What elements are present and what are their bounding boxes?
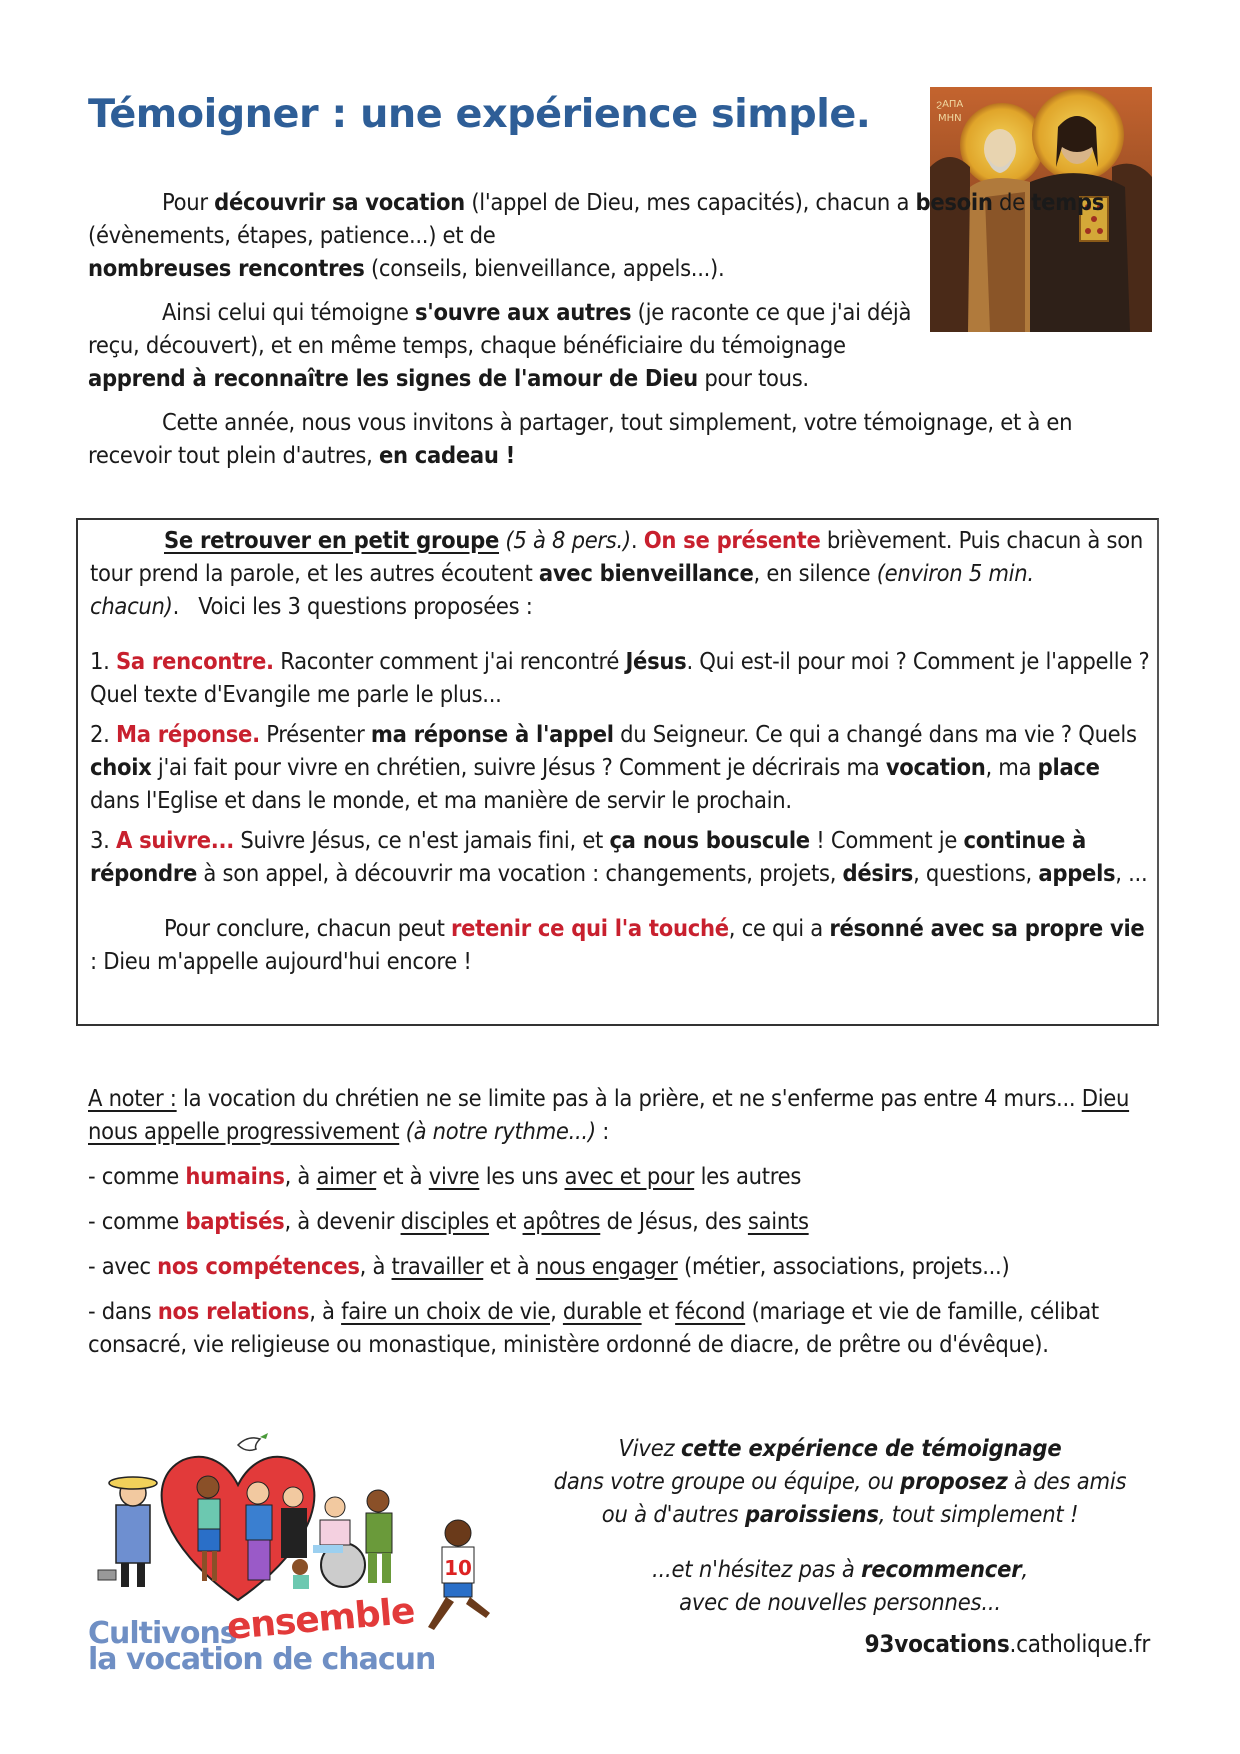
emphasis: choix bbox=[90, 753, 152, 781]
emphasis: s'ouvre aux autres bbox=[415, 298, 632, 326]
text: disciples bbox=[400, 1207, 490, 1235]
emphasis: en cadeau ! bbox=[378, 441, 515, 469]
highlight: retenir ce qui l'a touché bbox=[450, 914, 729, 942]
emphasis: désirs bbox=[842, 859, 914, 887]
text: : bbox=[595, 1117, 610, 1145]
text: à son appel, à découvrir ma vocation : changements, projets, bbox=[197, 859, 843, 887]
text: de bbox=[992, 188, 1032, 216]
website-domain-rest: .catholique.fr bbox=[1009, 1630, 1150, 1658]
text: la vocation du chrétien ne se limite pas à la prière, et ne s'enferme pas entre 4 murs... bbox=[176, 1084, 1082, 1112]
text: , questions, bbox=[913, 859, 1039, 887]
notes-item-3 bbox=[88, 1250, 1158, 1283]
text: - comme bbox=[88, 1162, 186, 1190]
text: Suivre Jésus, ce n'est jamais fini, et bbox=[233, 826, 610, 854]
text: , ce qui a bbox=[728, 914, 830, 942]
text: , en silence bbox=[753, 559, 877, 587]
text: . Voici les 3 questions proposées : bbox=[172, 592, 533, 620]
emphasis: continue à répondre bbox=[90, 826, 1087, 887]
logo-text-tagline: la vocation de chacun bbox=[88, 1642, 436, 1670]
highlight: nos relations bbox=[157, 1297, 310, 1325]
text: saints bbox=[747, 1207, 809, 1235]
emphasis: temps bbox=[1031, 188, 1104, 216]
question-3 bbox=[90, 824, 1150, 890]
question-1 bbox=[90, 645, 1150, 711]
text: brièvement. Puis chacun à son tour prend la parole, et les autres écoutent bbox=[90, 526, 1143, 587]
notes-lead bbox=[88, 1082, 1158, 1148]
text: , à bbox=[359, 1252, 392, 1280]
highlight: Ma réponse. bbox=[115, 720, 260, 748]
text: , à bbox=[284, 1162, 317, 1190]
emphasis: découvrir sa vocation bbox=[214, 188, 465, 216]
emphasis: proposez bbox=[900, 1467, 1008, 1495]
cta-line-2 bbox=[530, 1465, 1150, 1498]
notes-section bbox=[88, 1082, 1158, 1373]
text: apôtres bbox=[522, 1207, 601, 1235]
website-link[interactable] bbox=[865, 1630, 1150, 1658]
text: fécond bbox=[675, 1297, 746, 1325]
intro-section bbox=[88, 186, 1148, 483]
emphasis: ça nous bouscule bbox=[609, 826, 810, 854]
text: , ... bbox=[1115, 859, 1148, 887]
text: Pour bbox=[162, 188, 215, 216]
emphasis: ma réponse à l'appel bbox=[370, 720, 614, 748]
text: , tout simplement ! bbox=[878, 1500, 1079, 1528]
intro-paragraph-3 bbox=[88, 406, 1148, 472]
text: , bbox=[1021, 1555, 1029, 1583]
emphasis: résonné avec sa propre vie bbox=[829, 914, 1145, 942]
logo-text-ensemble: ensemble bbox=[225, 1590, 417, 1648]
text: dans votre groupe ou équipe, ou bbox=[553, 1467, 901, 1495]
text: (l'appel de Dieu, mes capacités), chacun a bbox=[464, 188, 916, 216]
text: les uns bbox=[479, 1162, 565, 1190]
text: vivre bbox=[428, 1162, 480, 1190]
cta-line-5: avec de nouvelles personnes... bbox=[679, 1588, 1001, 1616]
text: 1. bbox=[90, 647, 116, 675]
box-lead bbox=[90, 524, 1150, 623]
text: (conseils, bienveillance, appels...). bbox=[364, 254, 725, 282]
text: nous engager bbox=[535, 1252, 678, 1280]
notes-item-2 bbox=[88, 1205, 1158, 1238]
cta-line-4 bbox=[530, 1553, 1150, 1586]
text: avec et pour bbox=[564, 1162, 695, 1190]
emphasis: recommencer bbox=[861, 1555, 1022, 1583]
page-title: Témoigner : une expérience simple. bbox=[88, 92, 871, 137]
highlight: Sa rencontre. bbox=[115, 647, 274, 675]
text: (évènements, étapes, patience...) et de bbox=[88, 221, 496, 249]
cta-line-3 bbox=[530, 1498, 1150, 1531]
notes-item-1 bbox=[88, 1160, 1158, 1193]
text: . bbox=[630, 526, 644, 554]
question-2 bbox=[90, 718, 1150, 817]
emphasis: Se retrouver en petit groupe bbox=[164, 526, 500, 554]
text: Raconter comment j'ai rencontré bbox=[273, 647, 626, 675]
text: - dans bbox=[88, 1297, 158, 1325]
text: j'ai fait pour vivre en chrétien, suivre Jésus ? Comment je décrirais ma bbox=[151, 753, 886, 781]
emphasis: paroissiens bbox=[744, 1500, 879, 1528]
text: Vivez bbox=[618, 1434, 681, 1462]
text: : Dieu m'appelle aujourd'hui encore ! bbox=[90, 947, 472, 975]
highlight: nos compétences bbox=[157, 1252, 360, 1280]
text: travailler bbox=[391, 1252, 484, 1280]
emphasis: nombreuses rencontres bbox=[88, 254, 365, 282]
emphasis: vocation bbox=[885, 753, 986, 781]
text: (à notre rythme...) bbox=[405, 1117, 596, 1145]
text: dans l'Eglise et dans le monde, et ma manière de servir le prochain. bbox=[90, 786, 792, 814]
website-domain-bold: 93vocations bbox=[864, 1630, 1010, 1658]
text: , bbox=[550, 1297, 563, 1325]
text: les autres bbox=[694, 1162, 802, 1190]
text: Ainsi celui qui témoigne bbox=[162, 298, 416, 326]
svg-text:ΜΗΝ: ΜΗΝ bbox=[938, 113, 962, 124]
text: (environ 5 min. chacun) bbox=[90, 559, 1034, 620]
text: de Jésus, des bbox=[600, 1207, 748, 1235]
cta-line-1 bbox=[530, 1432, 1150, 1465]
text: aimer bbox=[316, 1162, 377, 1190]
group-instructions-box bbox=[76, 518, 1159, 1026]
text: ...et n'hésitez pas à bbox=[651, 1555, 862, 1583]
text: ! Comment je bbox=[809, 826, 964, 854]
text: (mariage et vie de famille, célibat consacré, vie religieuse ou monastique, ministère ordonné de diacre, de prêtre ou d'évêque). bbox=[88, 1297, 1099, 1358]
text: - avec bbox=[88, 1252, 158, 1280]
campaign-logo bbox=[88, 1425, 518, 1670]
emphasis: cette expérience de témoignage bbox=[680, 1434, 1062, 1462]
text: . Qui est-il pour moi ? Comment je l'appelle ? Quel texte d'Evangile me parle le plus... bbox=[90, 647, 1150, 708]
highlight: A suivre... bbox=[115, 826, 234, 854]
text: Cette année, nous vous invitons à partager, tout simplement, votre témoignage, et à en recevoir tout plein d'autres, bbox=[88, 408, 1073, 469]
svg-text:ϩΑΠΑ: ϩΑΠΑ bbox=[936, 99, 964, 110]
highlight: humains bbox=[185, 1162, 285, 1190]
text: (métier, associations, projets...) bbox=[677, 1252, 1010, 1280]
text: Pour conclure, chacun peut bbox=[164, 914, 451, 942]
intro-paragraph-2 bbox=[88, 296, 928, 395]
box-conclusion bbox=[90, 912, 1150, 978]
highlight: On se présente bbox=[643, 526, 821, 554]
emphasis: Jésus bbox=[625, 647, 687, 675]
emphasis: besoin bbox=[915, 188, 993, 216]
text: Dieu nous appelle progressivement bbox=[88, 1084, 1130, 1145]
text: et à bbox=[483, 1252, 536, 1280]
text: du Seigneur. Ce qui a changé dans ma vie ? Quels bbox=[613, 720, 1137, 748]
text: , à bbox=[309, 1297, 342, 1325]
emphasis: avec bienveillance bbox=[538, 559, 754, 587]
jersey-number: 10 bbox=[444, 1556, 472, 1580]
text: à des amis bbox=[1007, 1467, 1127, 1495]
emphasis: appels bbox=[1038, 859, 1116, 887]
text: (je raconte ce que j'ai déjà reçu, découvert), et en même temps, chaque bénéficiaire du témoignage bbox=[88, 298, 912, 359]
text: pour tous. bbox=[697, 364, 809, 392]
intro-paragraph-1 bbox=[88, 186, 1148, 285]
text: et bbox=[641, 1297, 676, 1325]
text: - comme bbox=[88, 1207, 186, 1235]
notes-item-4 bbox=[88, 1295, 1158, 1361]
logo-text-cultivons: Cultivons bbox=[88, 1616, 237, 1651]
text: 3. bbox=[90, 826, 116, 854]
text: , ma bbox=[985, 753, 1038, 781]
text: 2. bbox=[90, 720, 116, 748]
text: A noter : bbox=[88, 1084, 177, 1112]
text: durable bbox=[562, 1297, 642, 1325]
text: et bbox=[489, 1207, 523, 1235]
text: Présenter bbox=[259, 720, 371, 748]
emphasis: apprend à reconnaître les signes de l'amour de Dieu bbox=[88, 364, 698, 392]
text: , à devenir bbox=[284, 1207, 401, 1235]
call-to-action bbox=[530, 1432, 1150, 1619]
text: (5 à 8 pers.) bbox=[499, 526, 631, 554]
text: ou à d'autres bbox=[601, 1500, 745, 1528]
text: faire un choix de vie bbox=[341, 1297, 551, 1325]
text: et à bbox=[376, 1162, 429, 1190]
highlight: baptisés bbox=[185, 1207, 285, 1235]
emphasis: place bbox=[1037, 753, 1100, 781]
